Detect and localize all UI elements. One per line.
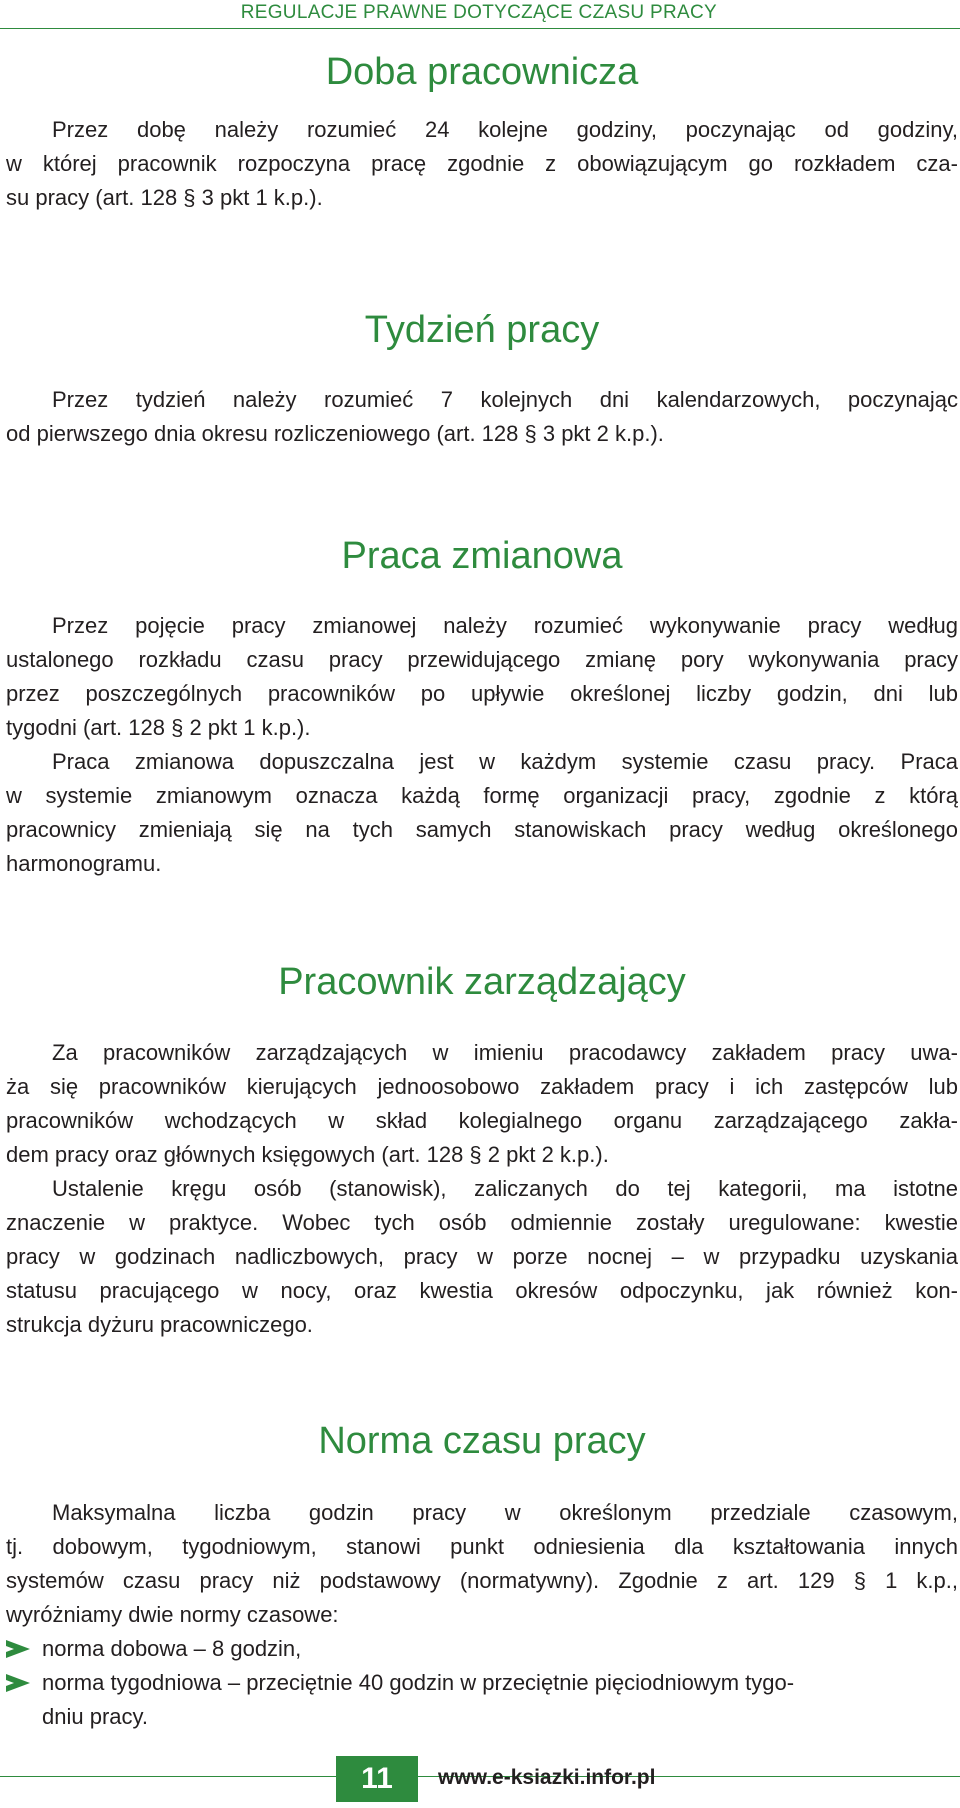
site-url-link[interactable]: www.e-ksiazki.infor.pl [438, 1766, 656, 1789]
norms-list [6, 1632, 958, 1734]
running-header: REGULACJE PRAWNE DOTYCZĄCE CZASU PRACY [240, 2, 717, 23]
text-line: tj. dobowym, tygodniowym, stanowi punkt odniesienia dla kształtowania innych [6, 1534, 958, 1559]
text-line: Maksymalna liczba godzin pracy w określonym przedziale czasowym, [52, 1500, 958, 1525]
text-line: Za pracowników zarządzających w imieniu pracodawcy zakładem pracy uwa- [52, 1040, 958, 1065]
text-line: harmonogramu. [6, 851, 162, 876]
text-line: ża się pracowników kierujących jednoosobowo zakładem pracy i ich zastępców lub [6, 1074, 958, 1099]
text-line: pracy w godzinach nadliczbowych, pracy w porze nocnej – w przypadku uzyskania [6, 1244, 958, 1269]
arrow-bullet-icon [6, 1640, 30, 1658]
text-line: znaczenie w praktyce. Wobec tych osób odmiennie zostały uregulowane: kwestie [6, 1210, 958, 1235]
list-item [6, 1632, 958, 1666]
list-item-text: norma tygodniowa – przeciętnie 40 godzin w przeciętnie pięciodniowym tygo- [42, 1670, 795, 1695]
heading-doba-pracownicza: Doba pracownicza [325, 51, 639, 93]
heading-pracownik-zarzadzajacy: Pracownik zarządzający [278, 961, 686, 1003]
text-line: pracownicy zmieniają się na tych samych stanowiskach pracy według określonego [6, 817, 958, 842]
text-line: tygodni (art. 128 § 2 pkt 1 k.p.). [6, 715, 311, 740]
header-rule [0, 28, 960, 29]
list-item [6, 1666, 958, 1734]
paragraph [6, 609, 958, 745]
page-number: 11 [336, 1756, 418, 1802]
paragraph [6, 745, 958, 881]
text-line: strukcja dyżuru pracowniczego. [6, 1312, 313, 1337]
paragraph [6, 1496, 958, 1632]
text-line: statusu pracującego w nocy, oraz kwestia okresów odpoczynku, jak również kon- [6, 1278, 958, 1303]
paragraph [6, 113, 958, 215]
heading-tydzien-pracy: Tydzień pracy [364, 309, 600, 351]
text-line: Ustalenie kręgu osób (stanowisk), zaliczanych do tej kategorii, ma istotne [52, 1176, 958, 1201]
heading-praca-zmianowa: Praca zmianowa [341, 535, 623, 577]
arrow-bullet-icon [6, 1674, 30, 1692]
text-line: ustalonego rozkładu czasu pracy przewidującego zmianę pory wykonywania pracy [6, 647, 958, 672]
list-item-text: norma dobowa – 8 godzin, [42, 1636, 302, 1661]
list-item-text: dniu pracy. [42, 1704, 148, 1729]
text-line: w systemie zmianowym oznacza każdą formę organizacji pracy, zgodnie z którą [6, 783, 958, 808]
paragraph [6, 1036, 958, 1172]
text-line: od pierwszego dnia okresu rozliczeniowego (art. 128 § 3 pkt 2 k.p.). [6, 421, 664, 446]
text-line: Przez pojęcie pracy zmianowej należy rozumieć wykonywanie pracy według [52, 613, 958, 638]
text-line: w której pracownik rozpoczyna pracę zgodnie z obowiązującym go rozkładem cza- [6, 151, 958, 176]
text-line: su pracy (art. 128 § 3 pkt 1 k.p.). [6, 185, 323, 210]
text-line: dem pracy oraz głównych księgowych (art. 128 § 2 pkt 2 k.p.). [6, 1142, 609, 1167]
heading-norma-czasu-pracy: Norma czasu pracy [318, 1420, 646, 1462]
text-line: Praca zmianowa dopuszczalna jest w każdym systemie czasu pracy. Praca [52, 749, 958, 774]
text-line: przez poszczególnych pracowników po upływie określonej liczby godzin, dni lub [6, 681, 958, 706]
text-line: Przez dobę należy rozumieć 24 kolejne godziny, poczynając od godziny, [52, 117, 958, 142]
text-line: wyróżniamy dwie normy czasowe: [6, 1602, 339, 1627]
paragraph [6, 383, 958, 451]
text-line: Przez tydzień należy rozumieć 7 kolejnych dni kalendarzowych, poczynając [52, 387, 958, 412]
text-line: systemów czasu pracy niż podstawowy (normatywny). Zgodnie z art. 129 § 1 k.p., [6, 1568, 958, 1593]
text-line: pracowników wchodzących w skład kolegialnego organu zarządzającego zakła- [6, 1108, 958, 1133]
paragraph [6, 1172, 958, 1342]
